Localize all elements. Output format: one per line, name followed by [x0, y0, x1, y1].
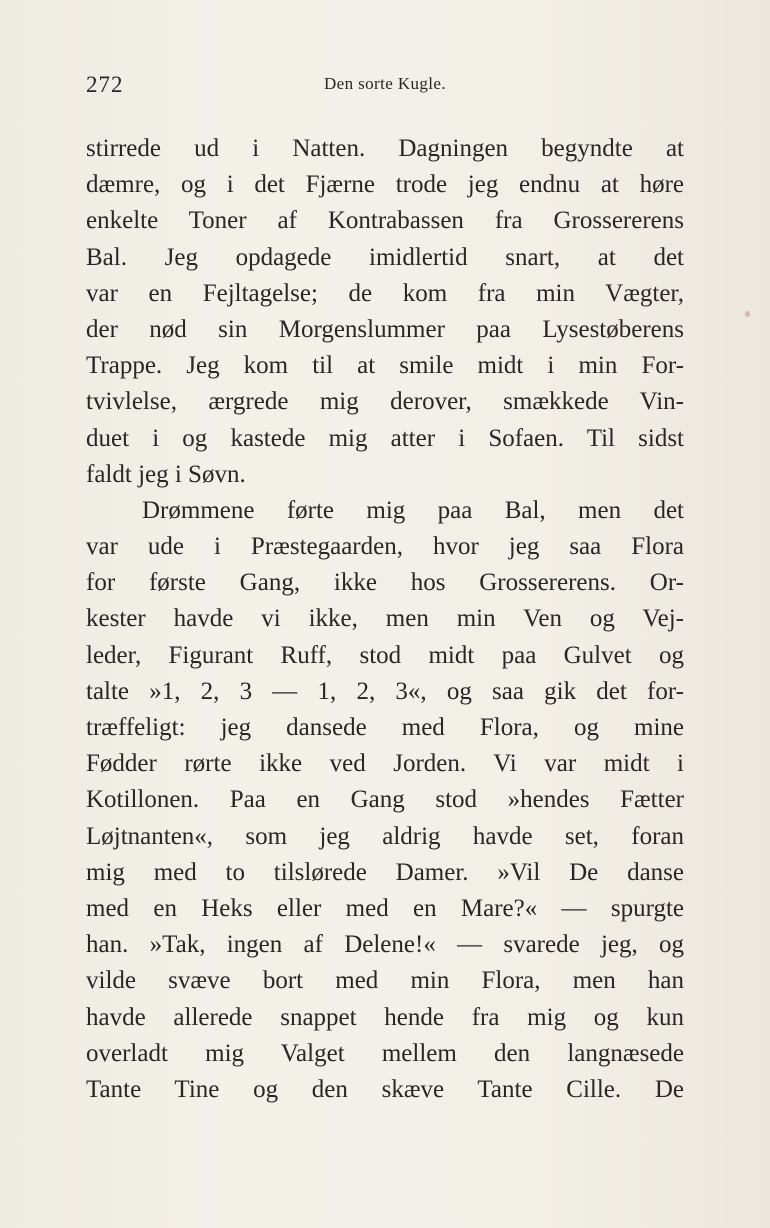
text-line: Bal. Jeg opdagede imidlertid snart, at det [86, 243, 684, 271]
text-line: vilde svæve bort med min Flora, men han [86, 967, 684, 995]
running-title: Den sorte Kugle. [323, 74, 447, 93]
text-line: for første Gang, ikke hos Grossererens. Or- [86, 569, 684, 597]
text-line: enkelte Toner af Kontrabassen fra Grossererens [86, 207, 684, 235]
text-line: Trappe. Jeg kom til at smile midt i min For- [86, 352, 684, 380]
text-line: træffeligt: jeg dansede med Flora, og mine [86, 714, 684, 741]
text-line: tvivlelse, ærgrede mig derover, smækkede Vin- [86, 388, 684, 416]
text-line: talte »1, 2, 3 — 1, 2, 3«, og saa gik det for- [86, 677, 684, 705]
text-line: Kotillonen. Paa en Gang stod »hendes Fætter [86, 786, 684, 814]
page-number: 272 [86, 72, 124, 97]
text-line: Tante Tine og den skæve Tante Cille. De [86, 1075, 684, 1103]
paper-speck [745, 311, 750, 317]
text-line: Løjtnanten«, som jeg aldrig havde set, foran [86, 822, 684, 850]
text-line: med en Heks eller med en Mare?« — spurgte [86, 894, 684, 922]
text-line: Drømmene førte mig paa Bal, men det [142, 496, 684, 524]
text-line: overladt mig Valget mellem den langnæsede [86, 1039, 684, 1067]
text-line: var en Fejltagelse; de kom fra min Vægter, [86, 279, 684, 307]
text-line: duet i og kastede mig atter i Sofaen. Til sidst [86, 424, 684, 452]
text-line: leder, Figurant Ruff, stod midt paa Gulvet og [86, 641, 684, 669]
text-line: kester havde vi ikke, men min Ven og Vej- [86, 605, 684, 633]
text-line: mig med to tilslørede Damer. »Vil De danse [86, 858, 684, 886]
text-line: havde allerede snappet hende fra mig og kun [86, 1003, 684, 1031]
text-line: han. »Tak, ingen af Delene!« — svarede jeg, og [86, 931, 684, 959]
text-line: var ude i Præstegaarden, hvor jeg saa Flora [86, 533, 684, 561]
text-line: dæmre, og i det Fjærne trode jeg endnu at høre [86, 171, 684, 199]
text-line: stirrede ud i Natten. Dagningen begyndte at [86, 135, 684, 162]
text-line: faldt jeg i Søvn. [86, 460, 246, 488]
body-text [86, 131, 684, 1108]
text-line: Fødder rørte ikke ved Jorden. Vi var midt i [86, 750, 684, 778]
text-line: der nød sin Morgenslummer paa Lysestøberens [86, 315, 684, 343]
